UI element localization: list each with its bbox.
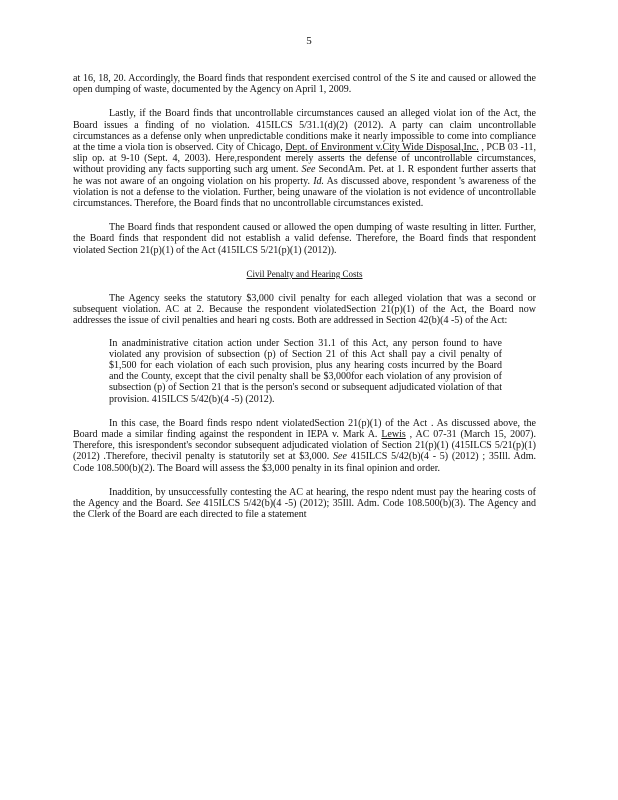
block-quote-statute: In anadministrative citation action under Section 31.1 of this Act, any person found to have violated any provision of subsection (p) of Section 21 of this Act shall pay a civil penalty of $1,500 for each violation of each such provision, plus any hearing costs incurred by the Board and the County, except that the civil penalty shall be $3,000for each violation of any provision of subsection (p) of Section 21 that is the person's second or subsequent adjudicated violation of that provision. 415ILCS 5/42(b)(4 -5) (2012).: [109, 337, 502, 405]
paragraph-continuation: at 16, 18, 20. Accordingly, the Board finds that respondent exercised control of the S ite and caused or allowed the open dumping of waste, documented by the Agency on April 1, 2009.: [73, 73, 536, 96]
case-citation: Lewis: [381, 429, 406, 441]
signal-see: See: [186, 498, 201, 510]
page-number: 5: [306, 35, 312, 47]
signal-id: Id.: [313, 175, 325, 187]
signal-see: See: [333, 451, 347, 463]
case-citation: Dept. of Environment v.City Wide Disposal,Inc.: [285, 142, 479, 154]
paragraph-penalty-finding: In this case, the Board finds respo ndent violatedSection 21(p)(1) of the Act . As discussed above, the Board made a similar finding against the respondent in IEPA v. Mark A. Lewis , AC 07-31 (March 15, 2007). Therefore, this isrespondent's secondor subsequent adjudicated violation of Section 21(p)(1) (415ILCS 5/21(p)(1) (2012) .Therefore, thecivil penalty is statutorily set at $3,000. See 415ILCS 5/42(b)(4 - 5) (2012) ; 35Ill. Adm. Code 108.500(b)(2). The Board will assess the $3,000 penalty in its final opinion and order.: [73, 417, 536, 474]
paragraph-finding: The Board finds that respondent caused or allowed the open dumping of waste resulting in litter. Further, the Board finds that respondent did not establish a valid defense. Therefore, the Board finds that respondent violated Section 21(p)(1) of the Act (415ILCS 5/21(p)(1) (2012)).: [73, 222, 536, 256]
section-heading: Civil Penalty and Hearing Costs: [246, 268, 363, 279]
paragraph-agency-penalty: The Agency seeks the statutory $3,000 civil penalty for each alleged violation that was a second or subsequent violation. AC at 2. Because the respondent violatedSection 21(p)(1) of the Act, the Board now addresses the issue of civil penalties and heari ng costs. Both are addressed in Section 42(b)(4 -5) of the Act:: [73, 293, 536, 327]
page-body: [73, 73, 536, 521]
signal-see: See: [301, 164, 316, 176]
paragraph-hearing-costs: Inaddition, by unsuccessfully contesting the AC at hearing, the respo ndent must pay the hearing costs of the Agency and the Board. See 415ILCS 5/42(b)(4 -5) (2012); 35Ill. Adm. Code 108.500(b)(3). The Agency and the Clerk of the Board are each directed to file a statement: [73, 486, 536, 521]
paragraph-uncontrollable-circumstances: Lastly, if the Board finds that uncontrollable circumstances caused an alleged violat ion of the Act, the Board issues a finding of no violation. 415ILCS 5/31.1(d)(2) (2012). A party can claim uncontrollable circumstances as a defense only when unpredictable conditions make it nearly impossible to come into compliance at the time a viola tion is observed. City of Chicago, Dept. of Environment v.City Wide Disposal,Inc. , PCB 03 -11, slip op. at 9-10 (Sept. 4, 2003). Here,respondent merely asserts the defense of uncontrollable circumstances, without providing any facts supporting such arg ument. See SecondAm. Pet. at 1. R espondent further asserts that he was not aware of an ongoing violation on his property. Id. As discussed above, respondent 's awareness of the violation is not a defense to the violation. Further, being unaware of the violation is not evidence of uncontrollable circumstances. Therefore, the Board finds that no uncontrollable circumstances existed.: [73, 108, 537, 210]
